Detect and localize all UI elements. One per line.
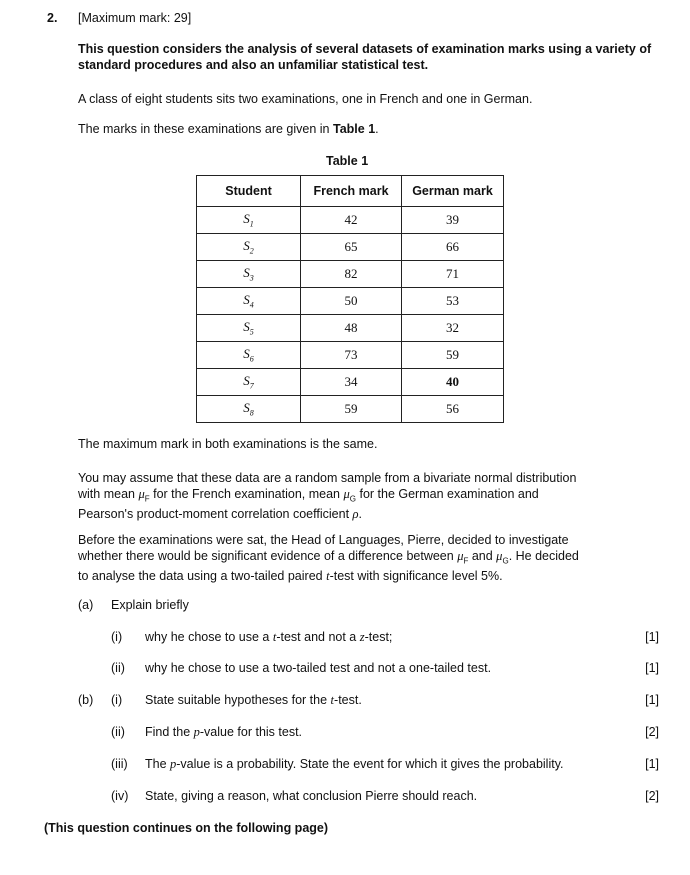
student-cell [197, 288, 301, 315]
part-b-ii-label: (ii) [111, 725, 125, 739]
student-cell [197, 261, 301, 288]
part-b-iii-mark: [1] [645, 757, 659, 771]
part-b-ii-text [145, 725, 302, 740]
german-mark: 59 [402, 342, 504, 369]
part-b-ii-text-a: Find the [145, 725, 194, 739]
mu-sub-g: G [349, 494, 356, 503]
t-symbol: t [330, 693, 335, 707]
french-mark: 34 [301, 369, 402, 396]
part-a-ii-text: why he chose to use a two-tailed test and not a one-tailed test. [145, 661, 492, 675]
student-index: 5 [249, 327, 254, 337]
max-same-para: The maximum mark in both examinations is the same. [78, 437, 378, 451]
part-a-i-label: (i) [111, 630, 123, 644]
assumption-line-2a: with mean [78, 486, 139, 501]
french-mark: 82 [301, 261, 402, 288]
german-mark: 71 [402, 261, 504, 288]
header-french: French mark [301, 176, 402, 207]
part-b-i-text-a: State suitable hypotheses for the [145, 693, 331, 707]
header-student: Student [197, 176, 301, 207]
table-row [197, 369, 504, 396]
assumption-line-1: You may assume that these data are a random sample from a bivariate normal distribution [78, 471, 577, 485]
z-symbol: z [359, 630, 365, 644]
part-a-text: Explain briefly [111, 598, 189, 612]
student-letter: S [243, 400, 250, 416]
part-b-iii-text-b: -value is a probability. State the event for which it gives the probability. [176, 757, 564, 771]
part-a-label: (a) [78, 598, 94, 612]
mu-sub-g: G [502, 556, 509, 565]
table-row [197, 234, 504, 261]
table-row [197, 315, 504, 342]
mu-sub-f: F [463, 556, 469, 565]
marks-table [196, 175, 504, 423]
student-letter: S [243, 373, 250, 389]
student-letter: S [243, 211, 250, 227]
before-para [78, 533, 658, 584]
intro-para-2-text: The marks in these examinations are given in [78, 122, 333, 136]
part-a-i-text-c: -test; [364, 630, 393, 644]
part-a-i-text [145, 630, 392, 645]
intro-para-1: A class of eight students sits two examinations, one in French and one in German. [78, 92, 533, 106]
student-cell [197, 342, 301, 369]
mu-symbol: μ [138, 486, 145, 501]
assumption-line-2b: for the French examination, mean [149, 486, 344, 501]
table-row [197, 261, 504, 288]
student-cell [197, 207, 301, 234]
before-line-3b: -test with significance level 5%. [329, 568, 503, 583]
french-mark: 65 [301, 234, 402, 261]
part-b-i-label: (i) [111, 693, 123, 707]
german-mark: 39 [402, 207, 504, 234]
french-mark: 73 [301, 342, 402, 369]
intro-para-2-end: . [375, 122, 379, 136]
student-index: 2 [249, 246, 254, 256]
before-line-3a: to analyse the data using a two-tailed paired [78, 568, 327, 583]
student-cell [197, 369, 301, 396]
max-mark: [Maximum mark: 29] [78, 11, 192, 25]
continues-note: (This question continues on the following page) [44, 821, 329, 835]
table-header-row [197, 176, 504, 207]
part-b-iii-text [145, 757, 564, 772]
table-reference: Table 1 [333, 122, 376, 136]
student-letter: S [243, 265, 250, 281]
table-row [197, 396, 504, 423]
student-letter: S [243, 346, 250, 362]
before-line-2c: . He decided [508, 548, 579, 563]
table-row [197, 342, 504, 369]
part-a-i-text-b: -test and not a [276, 630, 360, 644]
header-german: German mark [402, 176, 504, 207]
p-symbol: p [170, 757, 177, 771]
question-number: 2. [47, 11, 58, 25]
question-intro: This question considers the analysis of several datasets of examination marks using a variety of standard procedures and also an unfamiliar statistical test. [78, 42, 652, 72]
german-mark: 32 [402, 315, 504, 342]
part-b-i-text [145, 693, 362, 708]
assumption-para [78, 471, 658, 522]
rho-symbol: ρ [352, 506, 359, 521]
french-mark: 50 [301, 288, 402, 315]
part-a-ii-mark: [1] [645, 661, 659, 675]
part-b-iii-text-a: The [145, 757, 171, 771]
before-line-1: Before the examinations were sat, the Head of Languages, Pierre, decided to investigate [78, 533, 569, 547]
student-letter: S [243, 238, 250, 254]
table-caption: Table 1 [326, 154, 369, 168]
student-index: 3 [249, 273, 254, 283]
part-b-iv-text: State, giving a reason, what conclusion Pierre should reach. [145, 789, 478, 803]
mu-symbol: μ [343, 486, 350, 501]
student-index: 6 [249, 354, 254, 364]
table-row [197, 288, 504, 315]
german-mark: 56 [402, 396, 504, 423]
student-letter: S [243, 319, 250, 335]
part-b-label: (b) [78, 693, 94, 707]
before-line-2a: whether there would be significant evidence of a difference between [78, 548, 458, 563]
part-b-iv-mark: [2] [645, 789, 659, 803]
mu-symbol: μ [496, 548, 503, 563]
french-mark: 42 [301, 207, 402, 234]
german-mark: 66 [402, 234, 504, 261]
part-b-i-mark: [1] [645, 693, 659, 707]
student-letter: S [243, 292, 250, 308]
part-a-i-text-a: why he chose to use a [145, 630, 273, 644]
part-b-iii-label: (iii) [111, 757, 128, 771]
part-a-ii-label: (ii) [111, 661, 125, 675]
student-index: 7 [249, 381, 254, 391]
part-b-ii-mark: [2] [645, 725, 659, 739]
student-cell [197, 396, 301, 423]
french-mark: 48 [301, 315, 402, 342]
part-b-iv-label: (iv) [111, 789, 129, 803]
french-mark: 59 [301, 396, 402, 423]
student-index: 8 [249, 408, 254, 418]
p-symbol: p [193, 725, 200, 739]
before-line-2b: and [468, 548, 497, 563]
student-index: 1 [249, 219, 254, 229]
student-cell [197, 315, 301, 342]
german-mark: 53 [402, 288, 504, 315]
t-symbol: t [326, 568, 330, 583]
mu-symbol: μ [457, 548, 464, 563]
student-index: 4 [249, 300, 254, 310]
assumption-line-3: Pearson's product-moment correlation coefficient [78, 506, 353, 521]
german-mark: 40 [402, 369, 504, 396]
t-symbol: t [272, 630, 277, 644]
table-body [197, 207, 504, 423]
intro-para-2 [78, 122, 658, 138]
table-row [197, 207, 504, 234]
assumption-period: . [358, 506, 362, 521]
student-cell [197, 234, 301, 261]
mu-sub-f: F [144, 494, 150, 503]
assumption-line-2c: for the German examination and [356, 486, 539, 501]
part-b-ii-text-b: -value for this test. [199, 725, 303, 739]
part-a-i-mark: [1] [645, 630, 659, 644]
part-b-i-text-b: -test. [334, 693, 362, 707]
